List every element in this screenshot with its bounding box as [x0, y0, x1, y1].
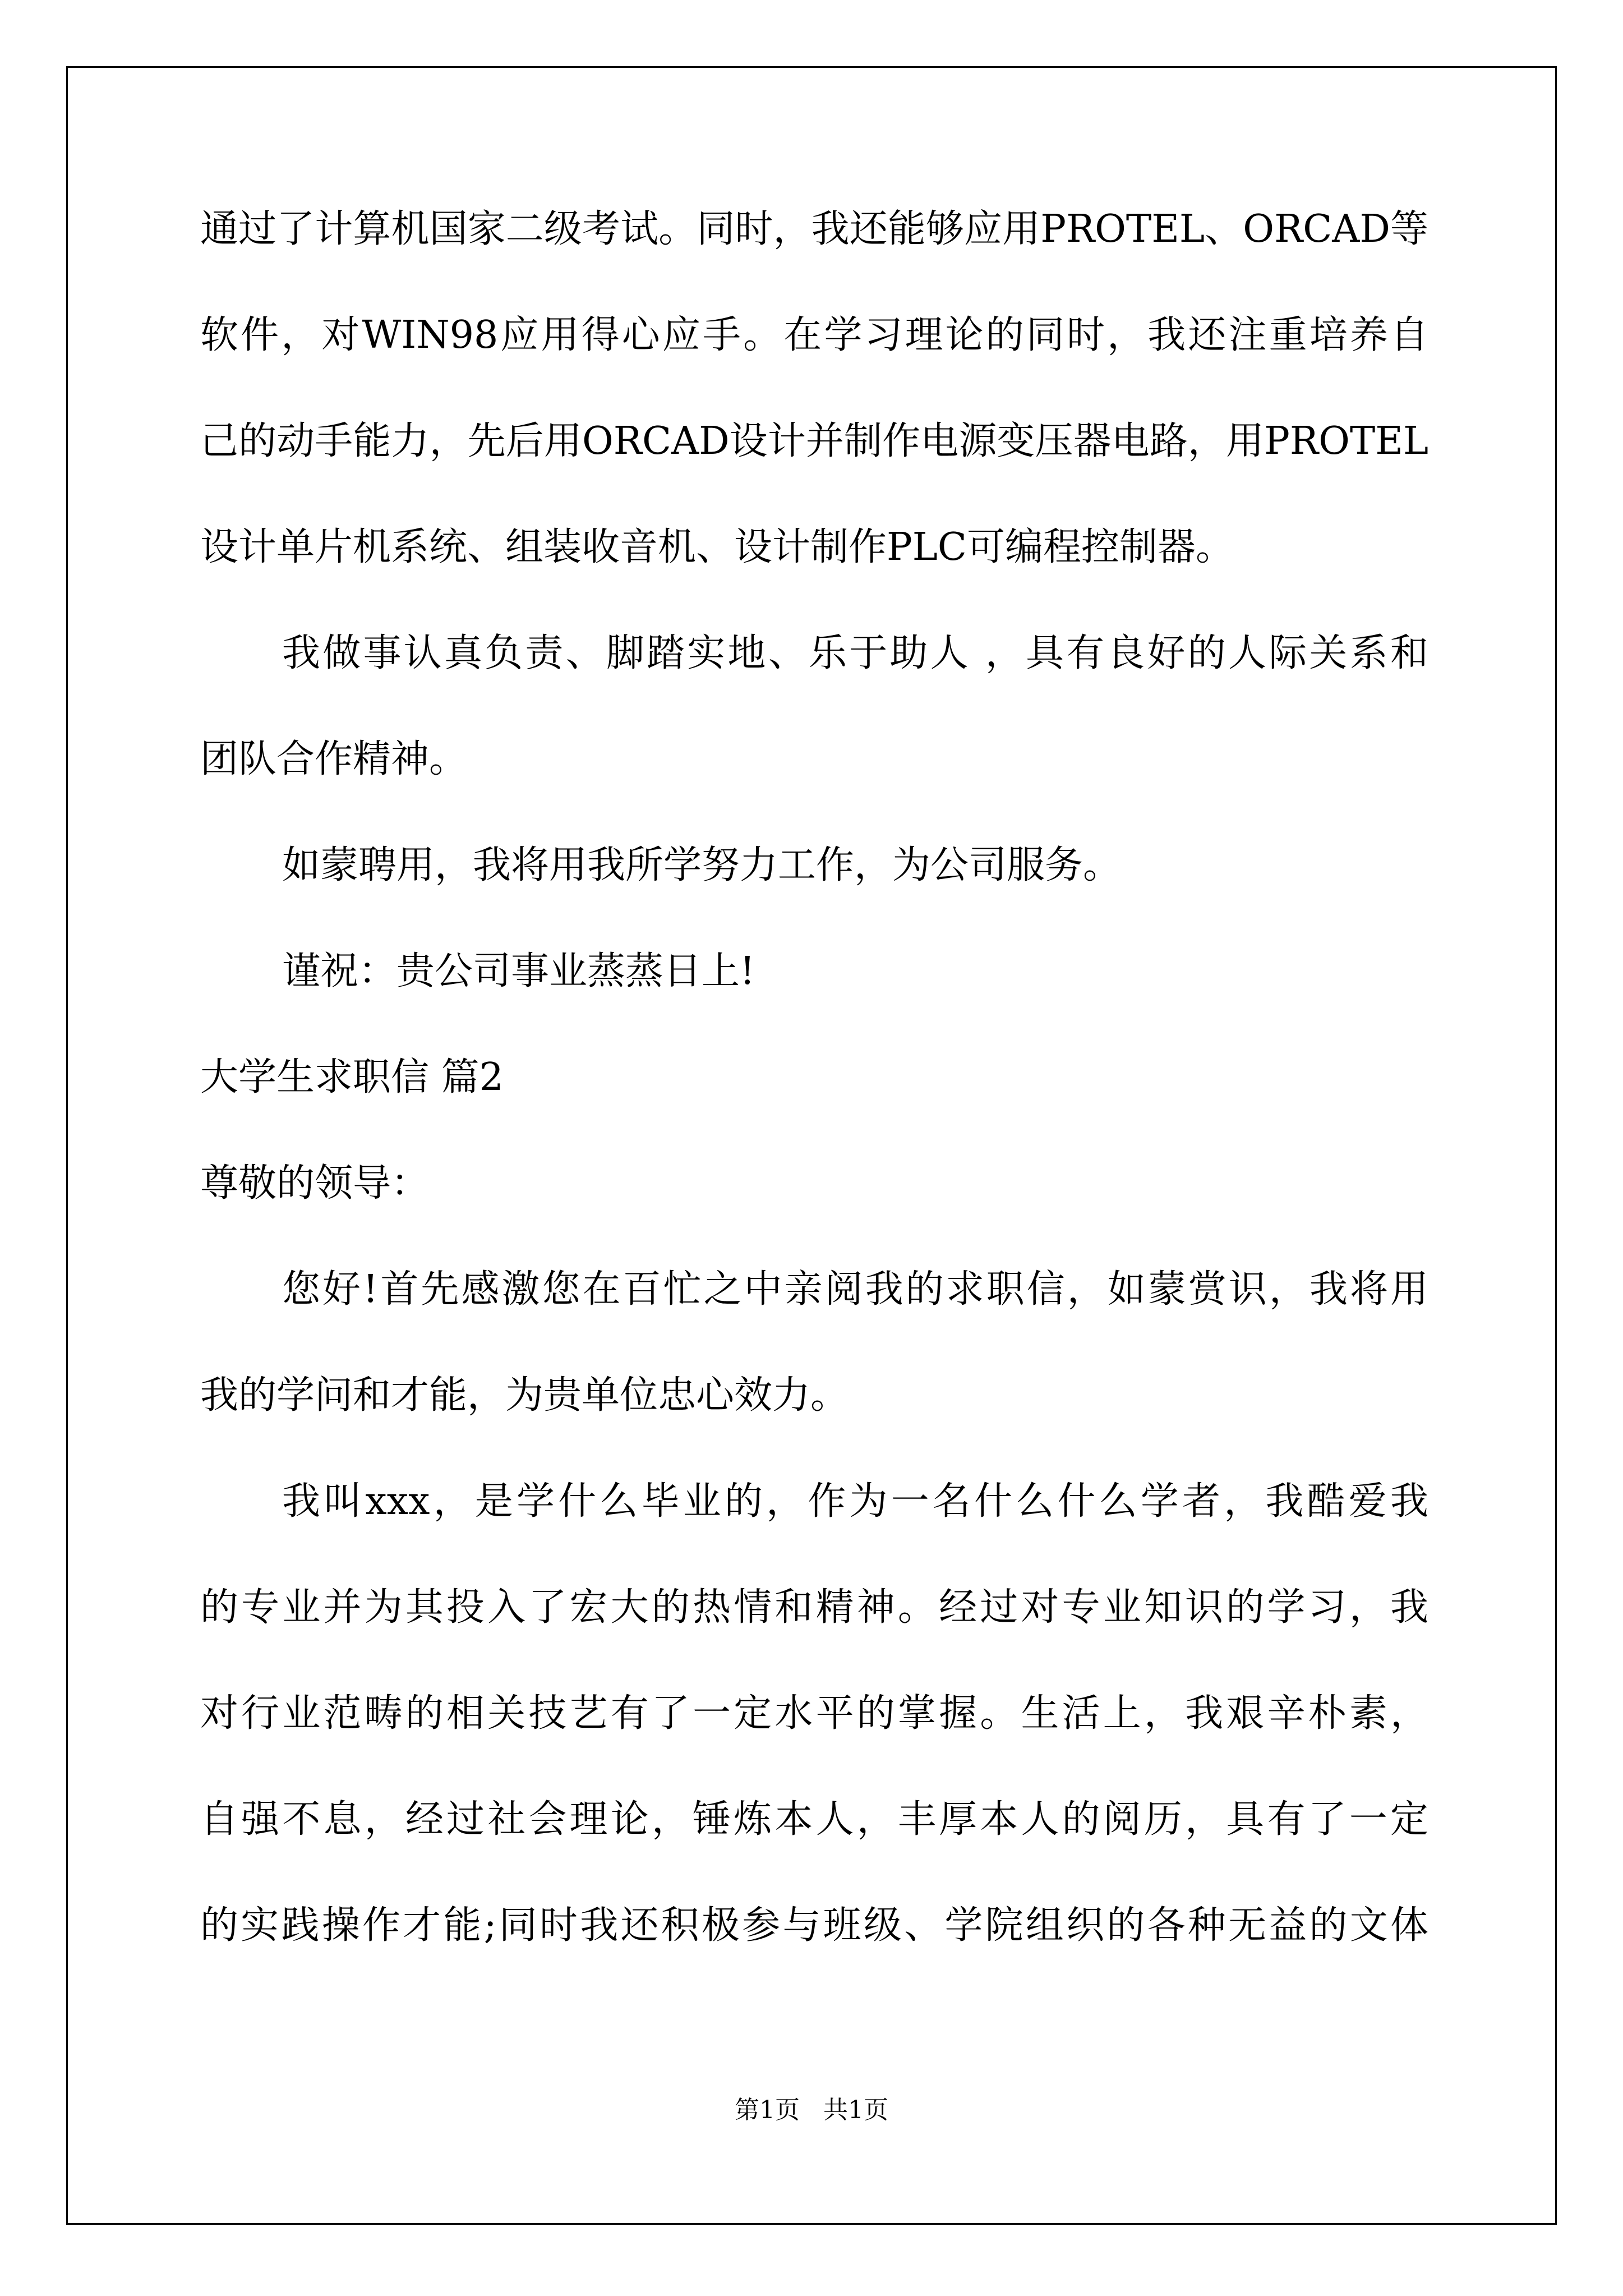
body-line: 软件，对WIN98应用得心应手。在学习理论的同时，我还注重培养自: [200, 313, 1428, 357]
body-line: 的专业并为其投入了宏大的热情和精神。经过对专业知识的学习，我: [200, 1585, 1428, 1630]
body-line: 团队合作精神。: [200, 737, 468, 781]
body-line: 的实践操作才能;同时我还积极参与班级、学院组织的各种无益的文体: [200, 1903, 1428, 1948]
body-line: 对行业范畴的相关技艺有了一定水平的掌握。生活上，我艰辛朴素，: [200, 1691, 1428, 1736]
salutation: 尊敬的领导：: [200, 1161, 430, 1205]
body-line: 自强不息，经过社会理论，锤炼本人，丰厚本人的阅历，具有了一定: [200, 1797, 1428, 1842]
body-line: 如蒙聘用，我将用我所学努力工作，为公司服务。: [282, 843, 1122, 887]
body-line: 我做事认真负责、脚踏实地、乐于助人 ，具有良好的人际关系和: [282, 631, 1428, 675]
body-line: 我的学问和才能，为贵单位忠心效力。: [200, 1373, 849, 1418]
section-heading: 大学生求职信 篇2: [200, 1055, 504, 1099]
body-line: 我叫xxx，是学什么毕业的，作为一名什么什么学者，我酷爱我: [282, 1479, 1428, 1524]
page-footer: 第1页 共1页: [735, 2096, 888, 2124]
closing-wish: 谨祝：贵公司事业蒸蒸日上!: [282, 949, 755, 993]
body-line: 设计单片机系统、组装收音机、设计制作PLC可编程控制器。: [200, 525, 1234, 569]
body-line: 您好!首先感激您在百忙之中亲阅我的求职信，如蒙赏识，我将用: [282, 1267, 1428, 1312]
body-line: 通过了计算机国家二级考试。同时，我还能够应用PROTEL、ORCAD等: [200, 207, 1428, 251]
body-line: 己的动手能力，先后用ORCAD设计并制作电源变压器电路，用PROTEL: [200, 419, 1428, 463]
